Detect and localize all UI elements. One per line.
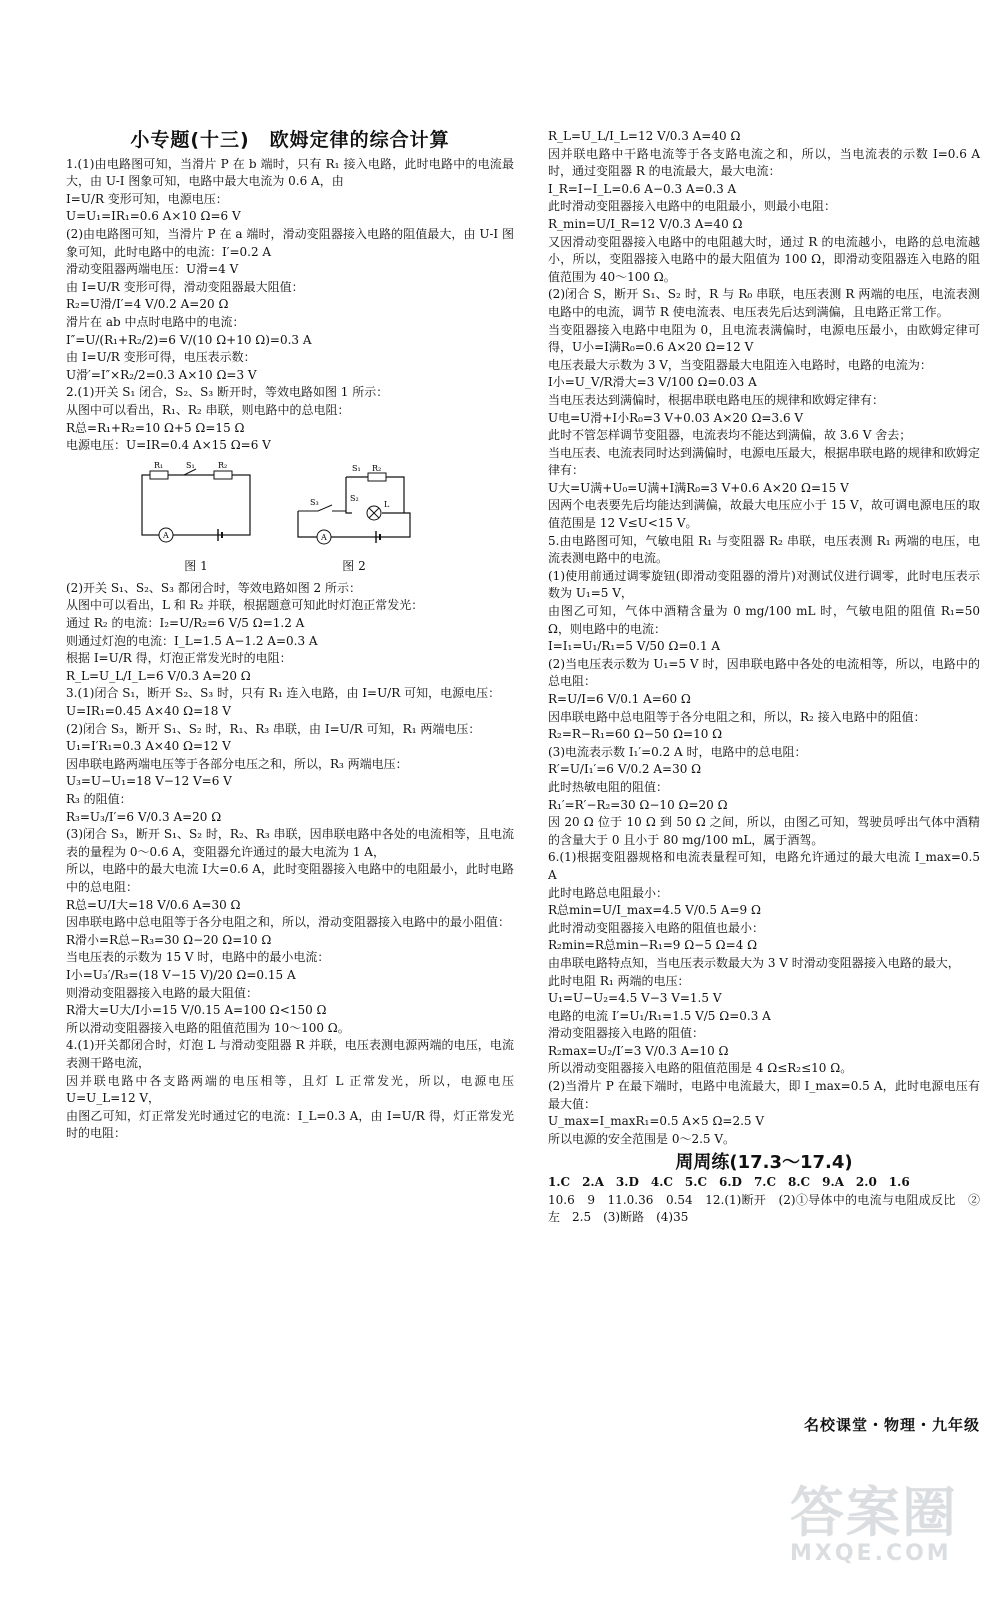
text-line: 2.(1)开关 S₁ 闭合，S₂、S₃ 断开时，等效电路如图 1 所示： xyxy=(66,385,389,400)
text-line: 5.由电路图可知，气敏电阻 R₁ 与变阻器 R₂ 串联，电压表测 R₁ 两端的电压，电流表测电路中的电流。 xyxy=(548,533,980,566)
text-line: U₃=U−U₁=18 V−12 V=6 V xyxy=(66,774,232,789)
text-line: 又因滑动变阻器接入电路中的电阻越大时，通过 R 的电流越小，电路的总电流越小，所以，变阻器接入电路中的最大阻值为 100 Ω，即滑动变阻器连入电路的阻值范围为 40～100 Ω。 xyxy=(548,234,980,284)
text-line: 滑动变阻器两端电压：U滑=4 V xyxy=(66,262,239,277)
text-line: (2)闭合 S，断开 S₁、S₂ 时，R 与 R₀ 串联，电压表测 R 两端的电压，电流表测电路中的电流，调节 R 使电流表、电压表先后达到满偏，且电路正常工作。 xyxy=(548,287,980,319)
text-line: 因两个电表要先后均能达到满偏，故最大电压应小于 15 V，故可调电源电压的取值范围是 12 V≤U<15 V。 xyxy=(548,498,980,531)
text-line: (2)当电压表示数为 U₁=5 V 时，因串联电路中各处的电流相等，所以，电路中的总电阻： xyxy=(548,656,980,689)
circuit-figures xyxy=(136,461,514,576)
text-line: R滑大=U大/I小=15 V/0.15 A=100 Ω<150 Ω xyxy=(66,1003,327,1018)
figure-2 xyxy=(292,461,416,576)
answer-line: 1.C 2.A 3.D 4.C 5.C 6.D 7.C 8.C 9.A 2.0 1.6 xyxy=(548,1175,910,1190)
text-line: 此时电阻 R₁ 两端的电压： xyxy=(548,973,690,988)
figure-2-caption: 图 2 xyxy=(342,559,366,574)
text-line: 电压表最大示数为 3 V，当变阻器最大电阻连入电路时，电路的电流为： xyxy=(548,357,932,372)
text-line: R₃=U₃/I′=6 V/0.3 A=20 Ω xyxy=(66,809,222,824)
text-line: 通过 R₂ 的电流：I₂=U/R₂=6 V/5 Ω=1.2 A xyxy=(66,616,305,631)
text-line: (3)闭合 S₃，断开 S₁、S₂ 时，R₂、R₃ 串联，因串联电路中各处的电流相等，且电流表的量程为 0～0.6 A，变阻器允许通过的最大电流为 1 A， xyxy=(66,827,514,859)
text-line: 当电压表、电流表同时达到满偏时，电源电压最大，根据串联电路的规律和欧姆定律有： xyxy=(548,445,981,478)
text-line: 因并联电路中干路电流等于各支路电流之和，所以，当电流表的示数 I=0.6 A 时，通过变阻器 R 的电流最大，最大电流： xyxy=(548,146,980,179)
text-line: 4.(1)开关都闭合时，灯泡 L 与滑动变阻器 R 并联，电压表测电源两端的电压，电流表测干路电流， xyxy=(66,1038,514,1070)
text-line: (3)电流表示数 I₁′=0.2 A 时，电路中的总电阻： xyxy=(548,744,807,759)
section-title: 小专题(十三) 欧姆定律的综合计算 xyxy=(130,129,450,151)
text-line: I小=U_V/R滑大=3 V/100 Ω=0.03 A xyxy=(548,375,757,390)
text-line: 从图中可以看出，L 和 R₂ 并联，根据题意可知此时灯泡正常发光： xyxy=(66,598,424,613)
weekly-practice-title: 周周练(17.3～17.4) xyxy=(675,1152,853,1174)
text-line: 3.(1)闭合 S₁，断开 S₂、S₃ 时，只有 R₁ 连入电路，由 I=U/R 可知，电源电压： xyxy=(66,686,501,701)
watermark-text: 答案圈 xyxy=(790,1481,958,1544)
text-line: U₁=I′R₁=0.3 A×40 Ω=12 V xyxy=(66,739,231,754)
circuit-diagram-1 xyxy=(136,461,256,553)
text-line: 当电压表的示数为 15 V 时，电路中的最小电流： xyxy=(66,950,330,965)
fig2-r2-label: R₂ xyxy=(372,463,382,473)
text-line: I″=U/(R₁+R₂/2)=6 V/(10 Ω+10 Ω)=0.3 A xyxy=(66,332,312,347)
text-line: R滑小=R总−R₃=30 Ω−20 Ω=10 Ω xyxy=(66,932,272,947)
text-line: 所以滑动变阻器接入电路的阻值范围是 4 Ω≤R₂≤10 Ω。 xyxy=(548,1061,853,1076)
fig1-s1-label: S₁ xyxy=(186,460,195,470)
text-line: 此时热敏电阻的阻值： xyxy=(548,779,669,794)
text-line: U电=U滑+I小R₀=3 V+0.03 A×20 Ω=3.6 V xyxy=(548,410,804,425)
text-line: 因串联电路中总电阻等于各分电阻之和，所以，R₂ 接入电路中的阻值： xyxy=(548,709,926,724)
text-line: U₁=U−U₂=4.5 V−3 V=1.5 V xyxy=(548,991,722,1006)
text-line: 则通过灯泡的电流：I_L=1.5 A−1.2 A=0.3 A xyxy=(66,633,318,648)
text-line: 电路的电流 I′=U₁/R₁=1.5 V/5 Ω=0.3 A xyxy=(548,1008,771,1023)
text-line: 由图乙可知，灯正常发光时通过它的电流：I_L=0.3 A，由 I=U/R 得，灯正常发光时的电阻： xyxy=(66,1108,514,1141)
fig2-s2-label: S₂ xyxy=(350,493,359,503)
text-line: R总=R₁+R₂=10 Ω+5 Ω=15 Ω xyxy=(66,420,245,435)
text-line: 则滑动变阻器接入电路的最大阻值： xyxy=(66,985,259,1000)
text-line: (2)当滑片 P 在最下端时，电路中电流最大，即 I_max=0.5 A，此时电源电压有最大值： xyxy=(548,1079,980,1111)
text-line: 从图中可以看出，R₁、R₂ 串联，则电路中的总电阻： xyxy=(66,402,350,417)
text-line: R₂=R−R₁=60 Ω−50 Ω=10 Ω xyxy=(548,727,723,742)
text-line: 由图乙可知，气体中酒精含量为 0 mg/100 mL 时，气敏电阻的阻值 R₁=50 Ω，则电路中的电流： xyxy=(548,604,980,636)
text-line: I_R=I−I_L=0.6 A−0.3 A=0.3 A xyxy=(548,181,737,196)
fig1-r2-label: R₂ xyxy=(218,460,228,470)
text-line: R_min=U/I_R=12 V/0.3 A=40 Ω xyxy=(548,216,743,231)
text-line: 所以，电路中的最大电流 I大=0.6 A，此时变阻器接入电路中的电阻最小，此时电路中的总电阻： xyxy=(66,862,514,894)
text-line: (2)闭合 S₃，断开 S₁、S₂ 时，R₁、R₃ 串联，由 I=U/R 可知，R₁ 两端电压： xyxy=(66,721,481,736)
fig2-s1-label: S₁ xyxy=(352,463,361,473)
answer-line: 10.6 9 11.0.36 0.54 12.(1)断开 (2)①导体中的电流与电阻成反比 ②左 2.5 (3)断路 (4)35 xyxy=(548,1192,980,1225)
text-line: 此时电路总电阻最小： xyxy=(548,885,669,900)
text-line: 此时滑动变阻器接入电路中的电阻最小，则最小电阻： xyxy=(548,199,837,214)
text-line: R₃ 的阻值： xyxy=(66,792,132,806)
text-line: R=U/I=6 V/0.1 A=60 Ω xyxy=(548,692,691,706)
watermark-logo xyxy=(790,1470,960,1580)
text-line: I=I₁=U₁/R₁=5 V/50 Ω=0.1 A xyxy=(548,639,721,654)
text-line: 因串联电路中总电阻等于各分电阻之和，所以，滑动变阻器接入电路中的最小阻值： xyxy=(66,915,511,930)
text-line: R₂max=U₂/I′=3 V/0.3 A=10 Ω xyxy=(548,1043,729,1058)
ammeter-label-2: A xyxy=(321,532,327,542)
figure-1 xyxy=(136,461,256,576)
text-line: (1)使用前通过调零旋钮(即滑动变阻器的滑片)对测试仪进行调零，此时电压表示数为 U₁=5 V， xyxy=(548,568,980,601)
watermark-url: MXQE.COM xyxy=(790,1541,952,1566)
text-line: I小=U₃′/R₃=(18 V−15 V)/20 Ω=0.15 A xyxy=(66,967,296,982)
text-line: 此时滑动变阻器接入电路的阻值也最小： xyxy=(548,920,765,935)
right-column xyxy=(548,128,980,1227)
text-line: R_L=U_L/I_L=6 V/0.3 A=20 Ω xyxy=(66,668,251,683)
text-line: 因串联电路两端电压等于各部分电压之和，所以，R₃ 两端电压： xyxy=(66,756,408,771)
text-line: R₁′=R′−R₂=30 Ω−10 Ω=20 Ω xyxy=(548,797,728,812)
figure-1-caption: 图 1 xyxy=(184,559,208,574)
text-line: U大=U满+U₀=U满+I满R₀=3 V+0.6 A×20 Ω=15 V xyxy=(548,480,849,495)
text-line: R总min=U/I_max=4.5 V/0.5 A=9 Ω xyxy=(548,903,761,918)
text-line: U_max=I_maxR₁=0.5 A×5 Ω=2.5 V xyxy=(548,1114,765,1129)
text-line: 所以滑动变阻器接入电路的阻值范围为 10～100 Ω。 xyxy=(66,1020,350,1035)
text-line: R₂min=R总min−R₁=9 Ω−5 Ω=4 Ω xyxy=(548,938,758,953)
text-line: 由 I=U/R 变形可得，电压表示数： xyxy=(66,350,256,365)
text-line: U=U₁=IR₁=0.6 A×10 Ω=6 V xyxy=(66,209,241,224)
text-line: 因并联电路中各支路两端的电压相等，且灯 L 正常发光，所以，电源电压 U=U_L=12 V， xyxy=(66,1073,514,1106)
text-line: 当变阻器接入电路中电阻为 0，且电流表满偏时，电源电压最小，由欧姆定律可得，U小=I满R₀=0.6 A×20 Ω=12 V xyxy=(548,322,980,355)
text-line: I=U/R 变形可知，电源电压： xyxy=(66,191,228,206)
text-line: 因 20 Ω 位于 10 Ω 到 50 Ω 之间，所以，由图乙可知，驾驶员呼出气体中酒精的含量大于 0 且小于 80 mg/100 mL，属于酒驾。 xyxy=(548,815,980,847)
text-line: U=IR₁=0.45 A×40 Ω=18 V xyxy=(66,704,231,719)
text-line: 滑片在 ab 中点时电路中的电流： xyxy=(66,314,245,329)
text-line: 1.(1)由电路图可知，当滑片 P 在 b 端时，只有 R₁ 接入电路，此时电路中的电流最大，由 U-I 图象可知，电路中最大电流为 0.6 A，由 xyxy=(66,156,514,189)
text-line: R总=U/I大=18 V/0.6 A=30 Ω xyxy=(66,897,241,912)
ammeter-label: A xyxy=(163,530,169,540)
left-column xyxy=(66,128,514,1143)
text-line: 由 I=U/R 变形可得，滑动变阻器最大阻值： xyxy=(66,279,304,294)
text-line: (2)由电路图可知，当滑片 P 在 a 端时，滑动变阻器接入电路的阻值最大，由 U-I 图象可知，此时电路中的电流：I′=0.2 A xyxy=(66,226,514,259)
fig1-r1-label: R₁ xyxy=(154,460,164,470)
page-footer: 名校课堂・物理・九年级 xyxy=(803,1416,980,1434)
text-line: (2)开关 S₁、S₂、S₃ 都闭合时，等效电路如图 2 所示： xyxy=(66,580,361,595)
text-line: 6.(1)根据变阻器规格和电流表量程可知，电路允许通过的最大电流 I_max=0.5 A xyxy=(548,850,980,882)
text-line: 由串联电路特点知，当电压表示数最大为 3 V 时滑动变阻器接入电路的最大， xyxy=(548,955,960,970)
text-line: 根据 I=U/R 得，灯泡正常发光时的电阻： xyxy=(66,651,292,666)
text-line: 此时不管怎样调节变阻器，电流表均不能达到满偏，故 3.6 V 舍去； xyxy=(548,428,912,443)
text-line: U滑′=I″×R₂/2=0.3 A×10 Ω=3 V xyxy=(66,367,257,382)
text-line: 所以电源的安全范围是 0～2.5 V。 xyxy=(548,1131,736,1146)
text-line: 当电压表达到满偏时，根据串联电路电压的规律和欧姆定律有： xyxy=(548,392,885,407)
text-line: 滑动变阻器接入电路的阻值： xyxy=(548,1026,705,1041)
text-line: 电源电压：U=IR=0.4 A×15 Ω=6 V xyxy=(66,438,271,453)
fig2-lamp-label: L xyxy=(384,499,390,509)
text-line: R₂=U滑/I′=4 V/0.2 A=20 Ω xyxy=(66,297,229,312)
text-line: R′=U/I₁′=6 V/0.2 A=30 Ω xyxy=(548,762,702,777)
fig2-s3-label: S₃ xyxy=(310,497,319,507)
circuit-diagram-2 xyxy=(292,461,416,553)
text-line: R_L=U_L/I_L=12 V/0.3 A=40 Ω xyxy=(548,129,741,143)
